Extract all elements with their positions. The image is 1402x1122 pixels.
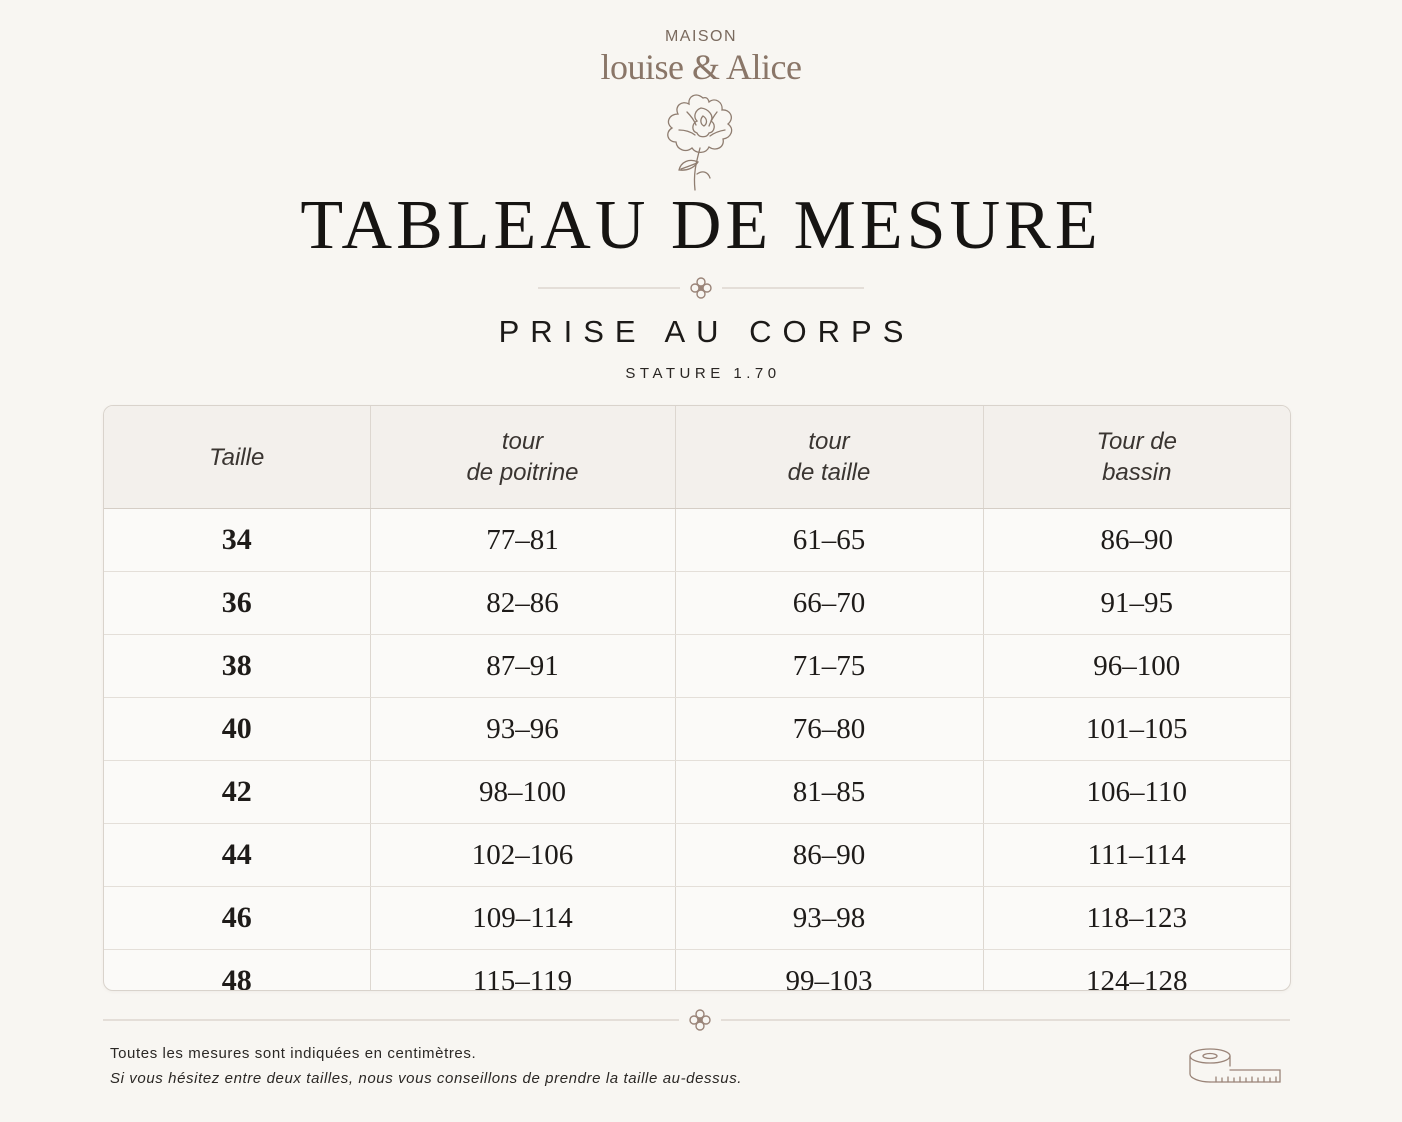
size-cell: 42 [104, 761, 370, 824]
waist-cell: 76–80 [675, 698, 983, 761]
hips-cell: 96–100 [983, 635, 1290, 698]
table-row [104, 635, 1290, 698]
waist-cell: 81–85 [675, 761, 983, 824]
header-hips: Tour de bassin [983, 406, 1290, 509]
table-row [104, 824, 1290, 887]
waist-cell: 71–75 [675, 635, 983, 698]
size-cell: 34 [104, 509, 370, 572]
title-divider [538, 276, 864, 300]
size-cell: 38 [104, 635, 370, 698]
note-advice: Si vous hésitez entre deux tailles, nous vous conseillons de prendre la taille au-dessus. [110, 1070, 743, 1087]
table-row [104, 698, 1290, 761]
size-table [103, 405, 1291, 991]
waist-cell: 93–98 [675, 887, 983, 950]
chest-cell: 93–96 [370, 698, 675, 761]
chest-cell: 87–91 [370, 635, 675, 698]
subtitle: PRISE AU CORPS [498, 314, 915, 349]
chest-cell: 115–119 [370, 950, 675, 992]
chest-cell: 82–86 [370, 572, 675, 635]
hips-cell: 118–123 [983, 887, 1290, 950]
size-cell: 44 [104, 824, 370, 887]
hips-cell: 124–128 [1086, 964, 1188, 991]
waist-cell: 99–103 [675, 950, 983, 992]
table-row [104, 950, 1290, 992]
quatrefoil-ornament-icon [691, 278, 711, 298]
table-row [104, 572, 1290, 635]
chest-cell: 102–106 [370, 824, 675, 887]
waist-cell: 66–70 [675, 572, 983, 635]
hips-cell: 86–90 [983, 509, 1290, 572]
hips-cell: 111–114 [983, 824, 1290, 887]
quatrefoil-ornament-icon [690, 1010, 710, 1030]
brand-name: louise & Alice [600, 47, 802, 87]
table-header-row [104, 406, 1290, 509]
chest-cell: 98–100 [370, 761, 675, 824]
header-chest: tour de poitrine [370, 406, 675, 509]
brand-maison: MAISON [664, 28, 738, 45]
waist-cell: 86–90 [675, 824, 983, 887]
footer-divider [103, 1008, 1290, 1032]
table-row [104, 887, 1290, 950]
size-cell: 36 [104, 572, 370, 635]
page-title: TABLEAU DE MESURE [300, 187, 1102, 264]
hips-cell: 106–110 [983, 761, 1290, 824]
header-size: Taille [104, 406, 370, 509]
size-cell: 46 [104, 887, 370, 950]
table-row [104, 509, 1290, 572]
hips-cell: 101–105 [983, 698, 1290, 761]
peony-flower-icon [651, 90, 751, 192]
waist-cell: 61–65 [675, 509, 983, 572]
table-row [104, 761, 1290, 824]
hips-cell: 91–95 [983, 572, 1290, 635]
stature-label: STATURE 1.70 [625, 365, 781, 382]
header-waist: tour de taille [675, 406, 983, 509]
size-cell: 48 [104, 950, 370, 992]
measuring-tape-icon [1186, 1044, 1284, 1090]
chest-cell: 77–81 [370, 509, 675, 572]
note-units: Toutes les mesures sont indiquées en centimètres. [110, 1045, 477, 1062]
size-cell: 40 [104, 698, 370, 761]
chest-cell: 109–114 [370, 887, 675, 950]
